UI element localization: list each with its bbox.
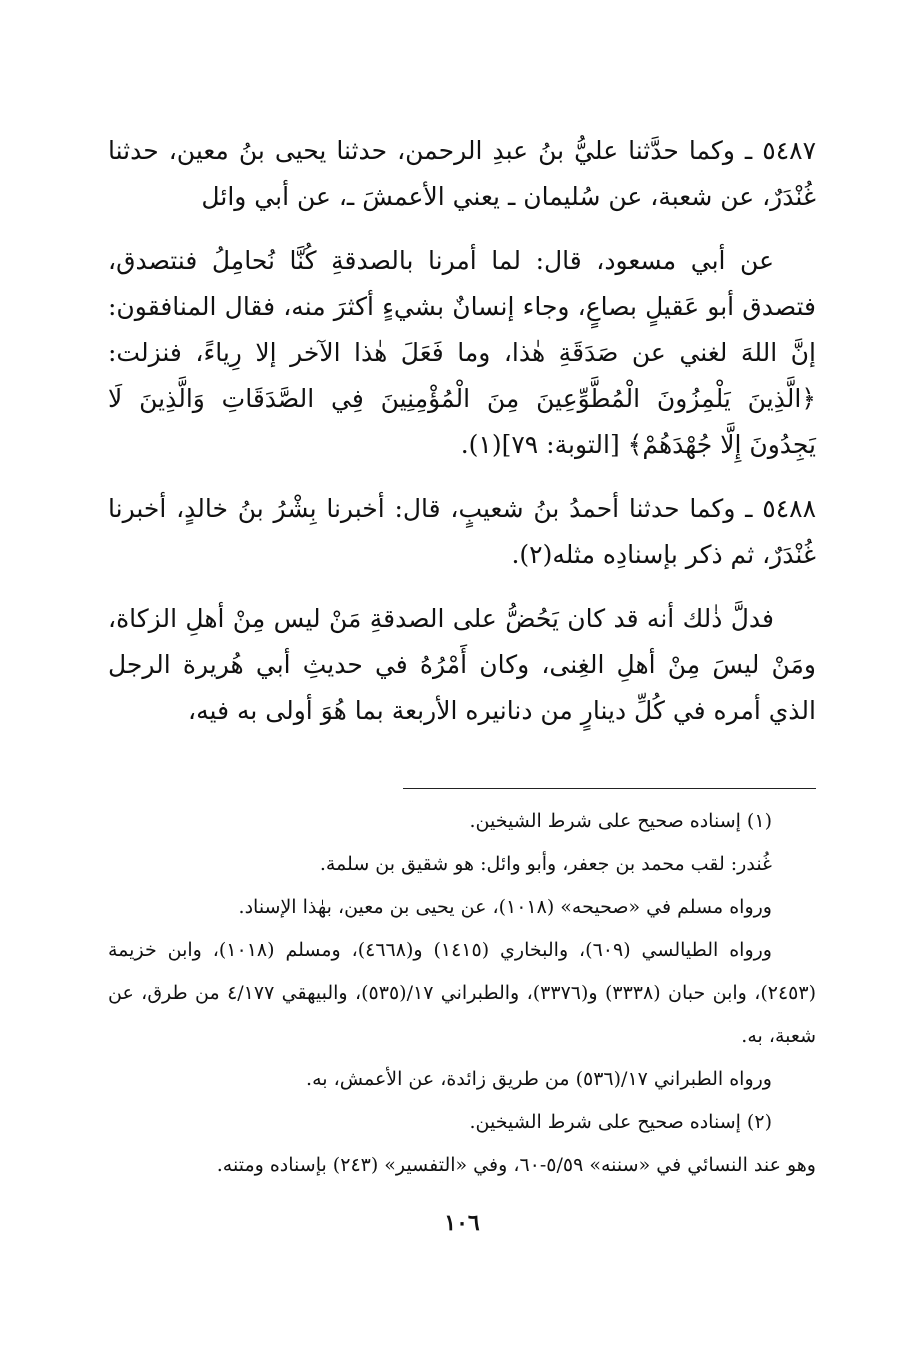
footnote-1-muslim-note: ورواه مسلم في «صحيحه» (١٠١٨)، عن يحيى بن معين، بهٰذا الإسناد.: [238, 896, 772, 918]
footnote-2: (٢) إسناده صحيح على شرط الشيخين.: [469, 1111, 772, 1133]
page-number: ١٠٦: [444, 1210, 480, 1236]
footnote-1-sources-note: ورواه الطيالسي (٦٠٩)، والبخاري (١٤١٥) و(٤٦٦٨)، ومسلم (١٠١٨)، وابن خزيمة (٢٤٥٣)، وابن حبان (٣٣٣٨) و(٣٣٧٦)، والطبراني ١٧/(٥٣٥)، والبيهقي ٤/١٧٧ من طرق، عن شعبة، به.: [108, 939, 816, 1047]
footnotes: [108, 800, 816, 1187]
footnote-divider: [403, 788, 816, 789]
hadith-5487-paragraph: ٥٤٨٧ ـ وكما حدَّثنا عليُّ بنُ عبدِ الرحمن، حدثنا يحيى بنُ معين، حدثنا غُنْدَرٌ، عن شعبة، عن سُليمان ـ يعني الأعمشَ ـ، عن أبي وائل: [108, 136, 816, 211]
main-text: [108, 128, 816, 752]
hadith-5488-paragraph: ٥٤٨٨ ـ وكما حدثنا أحمدُ بنُ شعيبٍ، قال: أخبرنا بِشْرُ بنُ خالدٍ، أخبرنا غُنْدَرٌ، ثم ذكر بإسنادِه مثله(٢).: [108, 494, 816, 569]
footnote-2-nasai-note: وهو عند النسائي في «سننه» ٥/٥٩-٦٠، وفي «التفسير» (٢٤٣) بإسناده ومتنه.: [216, 1154, 816, 1176]
footnote-1-ghundar-note: غُندر: لقب محمد بن جعفر، وأبو وائل: هو شقيق بن سلمة.: [319, 853, 772, 875]
footnote-1-tabarani-note: ورواه الطبراني ١٧/(٥٣٦) من طريق زائدة، عن الأعمش، به.: [306, 1068, 772, 1090]
hadith-5487-text-paragraph: عن أبي مسعود، قال: لما أمرنا بالصدقةِ كُنَّا نُحامِلُ فنتصدق، فتصدق أبو عَقيلٍ بصاعٍ، وجاء إنسانٌ بشيءٍ أكثرَ منه، فقال المنافقون: إنَّ اللهَ لغني عن صَدَقَةِ هٰذا، وما فَعَلَ هٰذا الآخر إلا رِياءً، فنزلت: ﴿الَّذِينَ يَلْمِزُونَ الْمُطَّوِّعِينَ مِنَ الْمُؤْمِنِينَ فِي الصَّدَقَاتِ وَالَّذِينَ لَا يَجِدُونَ إِلَّا جُهْدَهُمْ﴾ [التوبة: ٧٩](١).: [108, 246, 816, 459]
footnote-1: (١) إسناده صحيح على شرط الشيخين.: [469, 810, 772, 832]
commentary-paragraph: فدلَّ ذٰلك أنه قد كان يَحُضُّ على الصدقةِ مَنْ ليس مِنْ أهلِ الزكاة، ومَنْ ليسَ مِنْ أهلِ الغِنى، وكان أَمْرُهُ في حديثِ أبي هُريرة الرجل الذي أمره في كُلِّ دينارٍ من دنانيره الأربعة بما هُوَ أولى به فيه،: [108, 604, 816, 725]
